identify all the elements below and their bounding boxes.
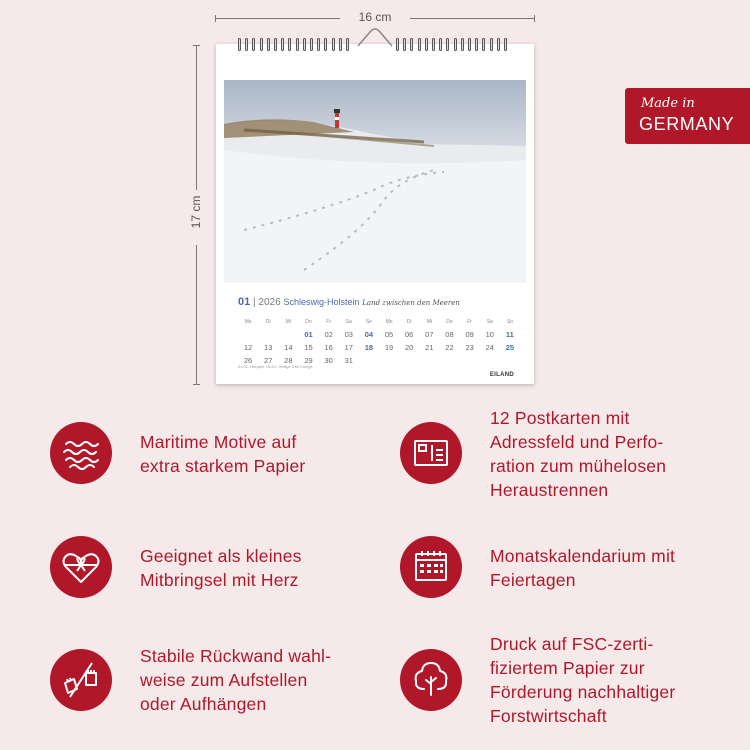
wire-ring <box>490 38 493 51</box>
wire-ring <box>396 38 399 51</box>
tree-icon <box>400 649 462 711</box>
weekday-label: Fr <box>326 318 331 325</box>
country-label: GERMANY <box>639 114 735 134</box>
day-cell: 28 <box>284 356 293 365</box>
wire-ring <box>425 38 428 51</box>
day-cell: 31 <box>344 356 353 365</box>
wire-ring <box>403 38 406 51</box>
day-cell: 02 <box>324 330 333 339</box>
width-label: 16 cm <box>358 10 392 24</box>
week-row <box>238 328 520 341</box>
wire-ring <box>238 38 241 51</box>
wire-ring <box>432 38 435 51</box>
weekday-row <box>238 315 520 328</box>
wire-ring <box>461 38 464 51</box>
day-cell: 25 <box>505 343 515 352</box>
tagline: Land zwischen den Meeren <box>362 299 460 307</box>
day-cell: 10 <box>485 330 494 339</box>
wire-ring <box>439 38 442 51</box>
day-cell: 04 <box>364 330 374 339</box>
day-cell: 05 <box>384 330 394 339</box>
weekday-label: Mo <box>244 318 252 325</box>
wire-ring <box>497 38 500 51</box>
day-cell: 17 <box>344 343 353 352</box>
feature-text: Druck auf FSC-zerti- fiziertem Papier zur Förderung nachhaltiger Forstwirtschaft <box>490 634 676 726</box>
wire-ring <box>324 38 327 51</box>
weekday-label: Sa <box>345 318 352 325</box>
wire-ring <box>281 38 284 51</box>
wire-ring <box>303 38 306 51</box>
feature-text: 12 Postkarten mit Adressfeld und Perfo- ration zum mühelosen Heraustrennen <box>490 408 667 500</box>
calendar-grid <box>238 315 520 367</box>
made-in-germany-badge <box>625 88 750 144</box>
day-cell: 12 <box>243 343 253 352</box>
wire-ring <box>454 38 457 51</box>
wire-ring <box>267 38 270 51</box>
height-label: 17 cm <box>189 195 203 229</box>
wire-ring <box>504 38 507 51</box>
hanger-hook <box>356 26 394 48</box>
calendar-mockup <box>216 44 534 384</box>
day-cell: 18 <box>364 343 374 352</box>
waves-icon <box>50 422 112 484</box>
day-cell: 15 <box>304 343 313 352</box>
day-cell: 24 <box>485 343 494 352</box>
feature-text: Geeignet als kleines Mitbringsel mit Herz <box>140 546 302 590</box>
day-cell: 30 <box>324 356 333 365</box>
year: 2026 <box>258 297 281 308</box>
wire-ring <box>260 38 263 51</box>
day-cell: 11 <box>505 330 514 339</box>
day-cell: 29 <box>304 356 313 365</box>
month-number: 01 <box>238 296 251 308</box>
calendar-grid-icon <box>400 536 462 598</box>
stand-hang-icon <box>50 649 112 711</box>
wire-ring <box>274 38 277 51</box>
wire-ring <box>296 38 299 51</box>
weekday-label: Mi <box>285 318 291 325</box>
feature-text: Stabile Rückwand wahl- weise zum Aufstellen oder Aufhängen <box>140 646 332 714</box>
wire-ring <box>317 38 320 51</box>
weekday-label: Fr <box>467 318 472 325</box>
weekday-label: Do <box>446 318 453 325</box>
wire-ring <box>310 38 313 51</box>
weekday-label: Di <box>406 318 412 325</box>
weekday-label: Mi <box>426 318 432 325</box>
holiday-footnote: 01.01. Neujahr, 06.01. Heilige Drei Könige <box>238 364 313 369</box>
day-cell: 01 <box>304 330 313 339</box>
postcard-icon <box>400 422 462 484</box>
calendar-photo <box>224 80 526 283</box>
wire-ring <box>475 38 478 51</box>
wire-ring <box>446 38 449 51</box>
day-cell: 27 <box>264 356 273 365</box>
wire-ring <box>252 38 255 51</box>
day-cell: 22 <box>445 343 454 352</box>
day-cell: 16 <box>324 343 333 352</box>
day-cell: 20 <box>405 343 414 352</box>
calendar-header: 01 | 2026 Schleswig-Holstein Land zwischen den Meeren <box>238 296 460 308</box>
made-in-label: Made in <box>641 96 695 111</box>
wire-ring <box>245 38 248 51</box>
publisher-logo: EILAND <box>489 372 514 378</box>
wire-ring <box>332 38 335 51</box>
weekday-label: Sa <box>486 318 493 325</box>
day-cell: 06 <box>405 330 414 339</box>
weekday-label: Do <box>305 318 312 325</box>
day-cell: 26 <box>243 356 253 365</box>
region-title: Schleswig-Holstein <box>283 297 360 307</box>
weekday-label: So <box>506 318 513 325</box>
day-cell: 08 <box>445 330 454 339</box>
day-cell: 13 <box>264 343 273 352</box>
wire-ring <box>482 38 485 51</box>
day-cell: 19 <box>384 343 394 352</box>
wire-ring <box>339 38 342 51</box>
wire-ring <box>346 38 349 51</box>
feature-text: Maritime Motive auf extra starkem Papier <box>140 432 306 476</box>
weekday-label: Mo <box>385 318 393 325</box>
width-dimension <box>215 10 535 26</box>
wire-binding-left <box>238 38 354 52</box>
day-cell: 03 <box>344 330 353 339</box>
wire-ring <box>288 38 291 51</box>
wire-ring <box>410 38 413 51</box>
day-cell: 23 <box>465 343 474 352</box>
wire-ring <box>468 38 471 51</box>
heart-gift-icon <box>50 536 112 598</box>
height-dimension <box>186 45 206 385</box>
day-cell: 09 <box>465 330 474 339</box>
day-cell: 07 <box>425 330 434 339</box>
weekday-label: Di <box>265 318 271 325</box>
weekday-label: So <box>365 318 372 325</box>
week-row <box>238 341 520 354</box>
day-cell: 14 <box>284 343 293 352</box>
wire-binding-right <box>396 38 512 52</box>
wire-ring <box>418 38 421 51</box>
feature-text: Monatskalendarium mit Feiertagen <box>490 546 676 590</box>
day-cell: 21 <box>425 343 434 352</box>
